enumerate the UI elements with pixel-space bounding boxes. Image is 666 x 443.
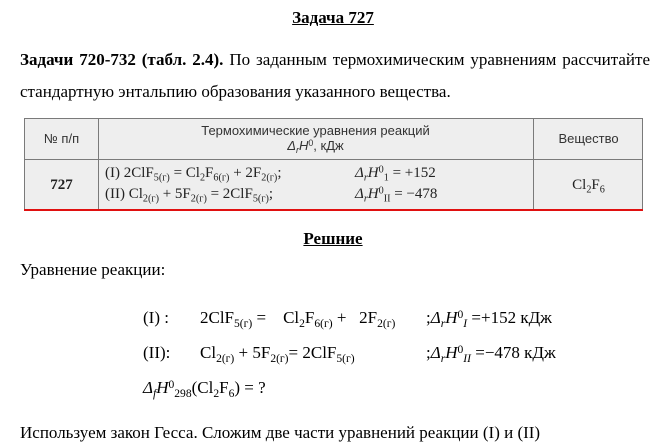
intro-text: По заданным термохимическим уравнениям рассчитайте стандартную энтальпию образования указанного вещества. (20, 50, 650, 101)
table-equation-1: (I) $2ClF_{5(г)} = Cl_2F_{6(г)} + 2F_{2(г)}$; (105, 165, 282, 184)
header-number: № п/п (43, 131, 80, 146)
target-expression: $\Delta_fH^0_{298}(Cl_2F_6)$ = ? (143, 377, 266, 401)
intro-paragraph (20, 44, 650, 108)
hess-law-line: Используем закон Гесса. Сложим две части уравнений реакции (I) и (II) (20, 423, 541, 442)
row-number: 727 (50, 177, 73, 193)
equation-i: 2ClF$_{5(г)}$ = $Cl_2F_{6(г)} + 2F_{2(г)}$ (200, 308, 396, 331)
header-equations-line2: $\Delta_rH^0$, кДж (287, 138, 344, 156)
table-substance: $Cl_2F_6$ (572, 177, 605, 196)
header-equations-line1: Термохимические уравнения реакций (201, 123, 430, 138)
reactions-table (24, 118, 643, 210)
red-underline (24, 209, 643, 211)
equation-i-enthalpy: $;\Delta_rH^0_I =+152$ кДж (426, 307, 552, 331)
table-divider (25, 159, 642, 160)
solution-title: Решние (303, 229, 363, 248)
table-enthalpy-1: $\Delta_rH^0_1 = +152$ (355, 164, 436, 184)
header-equations (98, 123, 533, 156)
table-enthalpy-2: $\Delta_rH^0_{II} = -478$ (355, 185, 438, 205)
reaction-label: Уравнение реакции: (20, 260, 166, 279)
equation-ii: $Cl_{2(г)} + 5F_{2(г)}= 2ClF_{5(г)}$ (200, 343, 355, 366)
equation-ii-label: (II): (143, 343, 171, 362)
table-equation-2: (II) $Cl_{2(г)} + 5F_{2(г)} = 2ClF_{5(г)}$; (105, 186, 274, 205)
page-title: Задача 727 (292, 8, 374, 27)
equation-i-label: (I) : (143, 308, 169, 327)
intro-bold: Задачи 720-732 (табл. 2.4). (20, 50, 224, 69)
equation-ii-enthalpy: $;\Delta_rH^0_{II} =-478$ кДж (426, 342, 556, 366)
header-substance: Вещество (558, 131, 619, 146)
